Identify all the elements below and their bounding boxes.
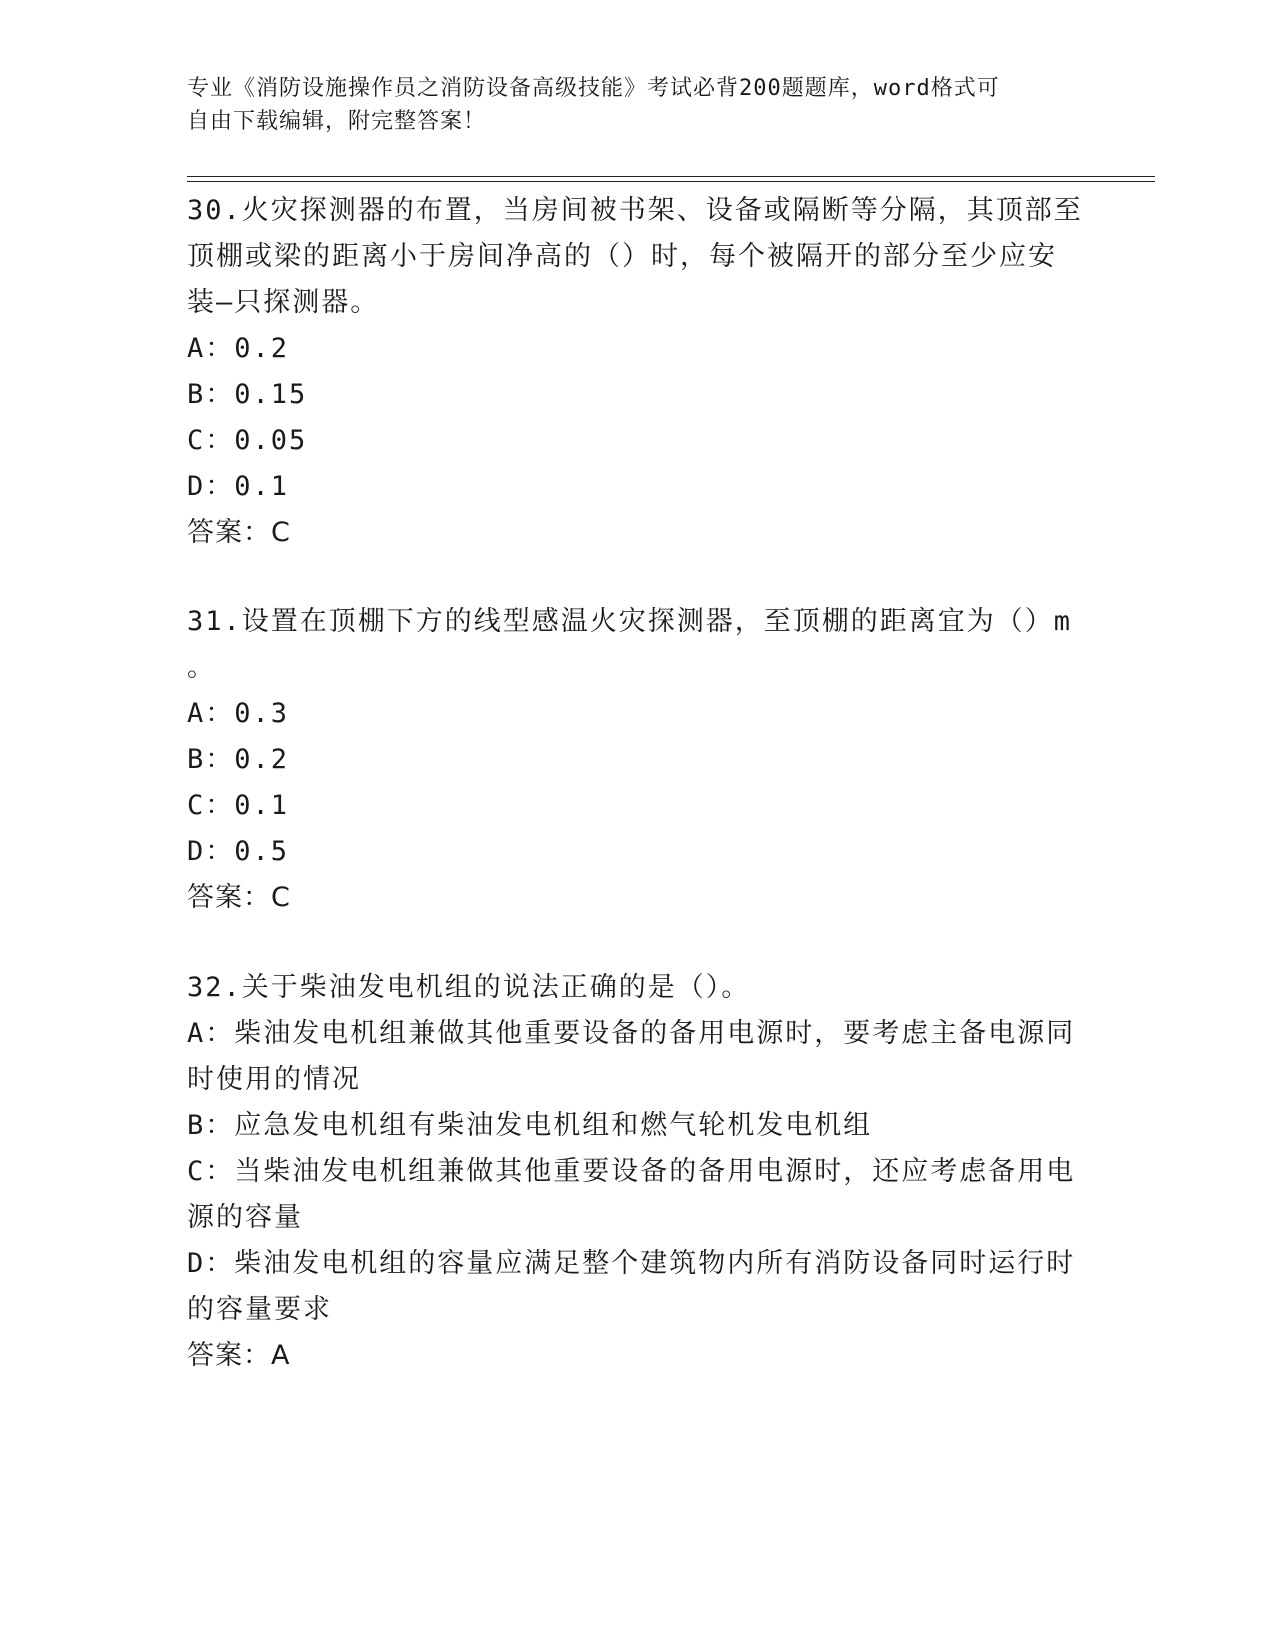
answer-line: 答案：C: [187, 882, 291, 913]
question-stem-line: 32.关于柴油发电机组的说法正确的是（）。: [187, 972, 751, 1003]
option-c: C：当柴油发电机组兼做其他重要设备的备用电源时，还应考虑备用电: [187, 1156, 1076, 1187]
option-c-continued: 源的容量: [187, 1202, 303, 1233]
option-d-continued: 的容量要求: [187, 1294, 332, 1325]
option-d: D：0.1: [187, 471, 290, 502]
header-line-1: 专业《消防设施操作员之消防设备高级技能》考试必背200题题库，word格式可: [187, 76, 1000, 101]
question-stem-line: 。: [187, 652, 216, 683]
option-b: B：应急发电机组有柴油发电机组和燃气轮机发电机组: [187, 1110, 873, 1141]
option-d: D：柴油发电机组的容量应满足整个建筑物内所有消防设备同时运行时: [187, 1248, 1076, 1279]
header-divider-top: [187, 176, 1155, 177]
question-stem-line: 装—只探测器。: [187, 287, 380, 318]
option-a: A：0.3: [187, 698, 290, 729]
question-stem-line: 31.设置在顶棚下方的线型感温火灾探测器，至顶棚的距离宜为（）m: [187, 606, 1073, 637]
answer-line: 答案：A: [187, 1340, 291, 1371]
option-b: B：0.15: [187, 379, 308, 410]
option-c: C：0.1: [187, 790, 290, 821]
document-header: [187, 72, 1087, 138]
option-a: A：0.2: [187, 333, 290, 364]
question-31: [187, 599, 1087, 921]
question-stem-line: 顶棚或梁的距离小于房间净高的（）时，每个被隔开的部分至少应安: [187, 241, 1057, 272]
question-32: [187, 965, 1087, 1379]
question-stem-line: 30.火灾探测器的布置，当房间被书架、设备或隔断等分隔，其顶部至: [187, 195, 1083, 226]
option-c: C：0.05: [187, 425, 308, 456]
header-line-2: 自由下载编辑，附完整答案！: [187, 109, 487, 134]
question-30: [187, 188, 1087, 556]
header-divider-bottom: [187, 181, 1155, 182]
option-b: B：0.2: [187, 744, 290, 775]
answer-line: 答案：C: [187, 517, 291, 548]
option-a: A：柴油发电机组兼做其他重要设备的备用电源时，要考虑主备电源同: [187, 1018, 1076, 1049]
option-d: D：0.5: [187, 836, 290, 867]
option-a-continued: 时使用的情况: [187, 1064, 361, 1095]
